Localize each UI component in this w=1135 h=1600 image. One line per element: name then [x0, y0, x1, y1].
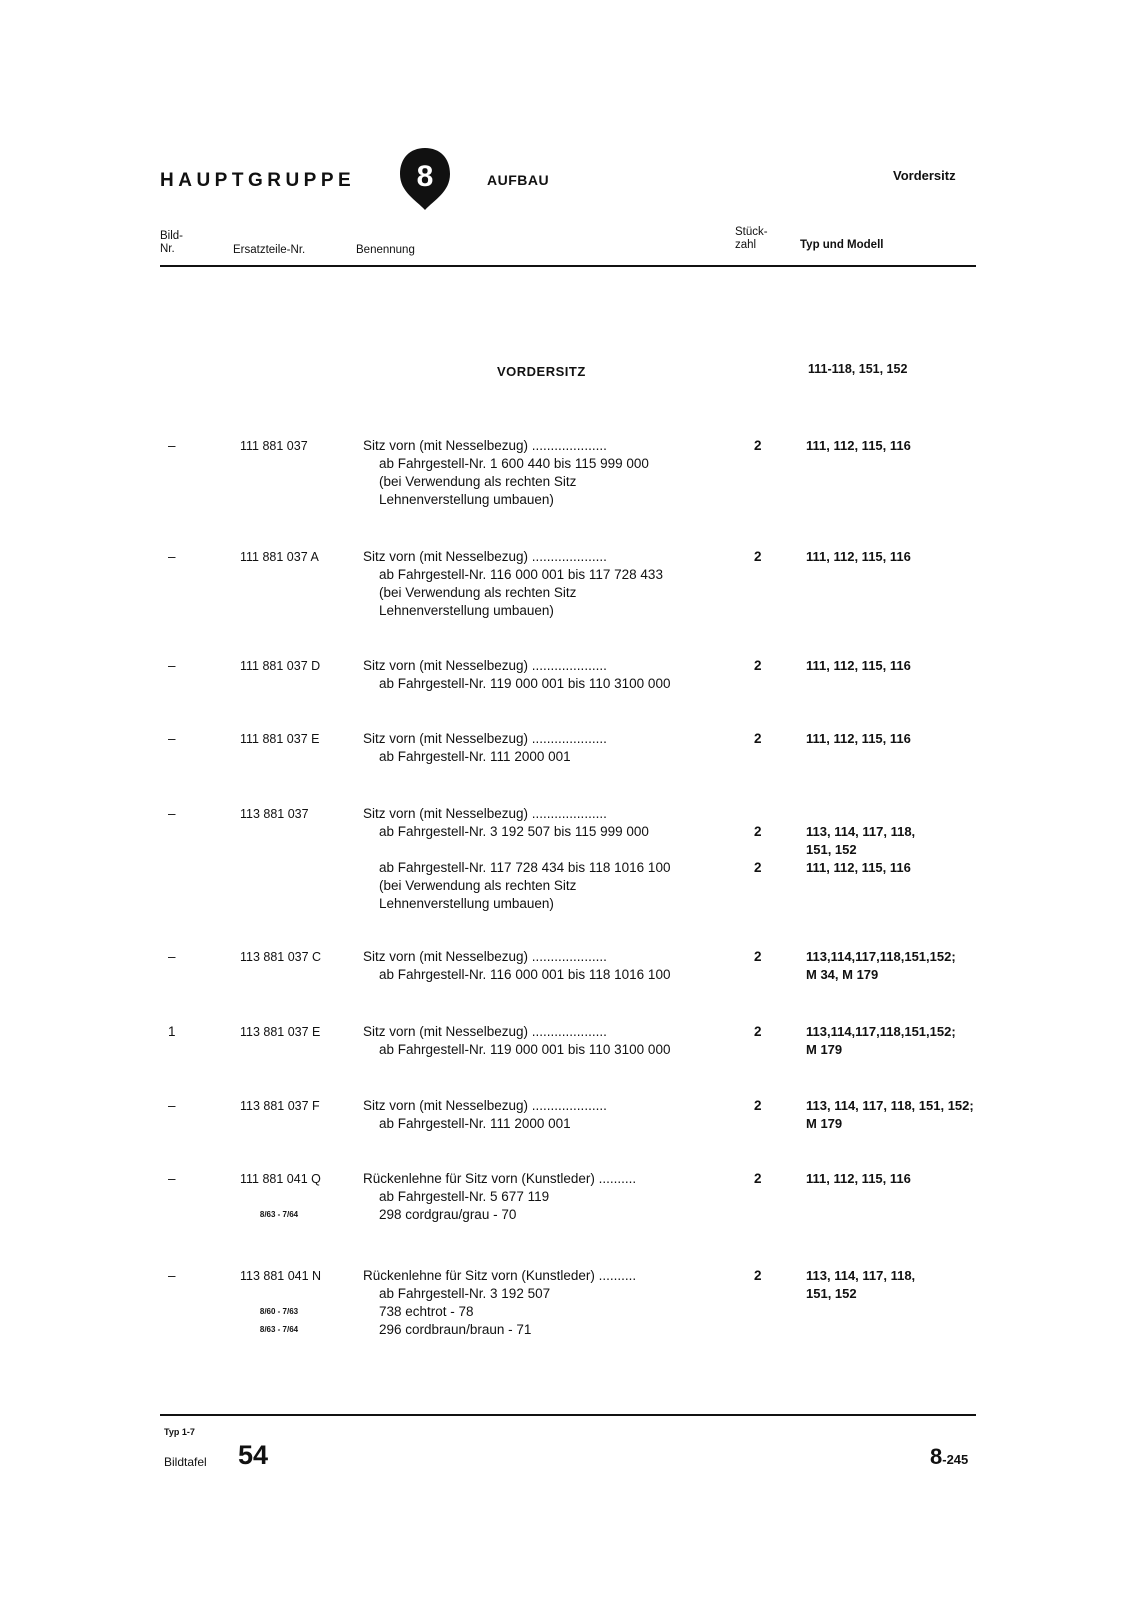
description-line: Lehnenverstellung umbauen) [379, 492, 554, 507]
quantity-value [754, 841, 762, 859]
part-number: 111 881 041 Q [240, 1172, 321, 1186]
part-number: 113 881 037 [240, 807, 309, 821]
type-model-line: M 34, M 179 [806, 967, 879, 982]
description [363, 1023, 670, 1059]
quantity-value: 2 [754, 549, 762, 564]
footer-typ: Typ 1-7 [164, 1427, 195, 1437]
col-bild-nr-line2: Nr. [160, 243, 175, 255]
quantity-value: 2 [754, 1024, 762, 1039]
part-number: 111 881 037 D [240, 659, 321, 673]
type-model-line: 111, 112, 115, 116 [806, 658, 911, 673]
description [363, 548, 663, 620]
section-types: 111-118, 151, 152 [808, 362, 908, 376]
description-line: Sitz vorn (mit Nesselbezug) .................... [363, 658, 607, 673]
col-typ-modell: Typ und Modell [800, 239, 884, 251]
type-model [806, 657, 911, 675]
date-range [240, 1188, 318, 1206]
col-bild-nr [160, 230, 183, 256]
description [363, 948, 670, 984]
type-model-line: 113, 114, 117, 118, 151, 152; [806, 1098, 974, 1113]
description [363, 1097, 607, 1133]
quantity [754, 548, 762, 566]
quantity-value: 2 [754, 1268, 762, 1283]
description-line: ab Fahrgestell-Nr. 119 000 001 bis 110 3100 000 [379, 1042, 671, 1057]
bildtafel-label: Bildtafel [164, 1455, 207, 1469]
quantity-value: 2 [754, 1098, 762, 1113]
bild-nr: – [168, 949, 176, 964]
type-model [806, 730, 911, 748]
description [363, 730, 607, 766]
description-line: 296 cordbraun/braun - 71 [379, 1322, 532, 1337]
description-line: Sitz vorn (mit Nesselbezug) .................... [363, 549, 607, 564]
date-range: 8/63 - 7/64 [259, 1210, 299, 1219]
topic-title: Vordersitz [893, 168, 956, 183]
description [363, 657, 670, 693]
hauptgruppe-label: HAUPTGRUPPE [160, 170, 356, 191]
bild-nr: – [168, 658, 176, 673]
date-range [240, 1170, 318, 1188]
description-line [363, 841, 670, 859]
bild-nr: – [168, 731, 176, 746]
quantity [754, 1097, 762, 1115]
quantity-value: 2 [754, 658, 762, 673]
col-stueckzahl-line2: zahl [735, 239, 757, 251]
group-badge-shape [400, 148, 450, 210]
part-number: 111 881 037 A [240, 550, 319, 564]
date-range-column [240, 1170, 318, 1224]
quantity [754, 948, 762, 966]
description-line: Rückenlehne für Sitz vorn (Kunstleder) .......... [363, 1171, 637, 1186]
bildtafel-number: 54 [238, 1440, 269, 1470]
type-model-line: 151, 152 [806, 1286, 857, 1301]
type-model-line: 151, 152 [806, 842, 857, 857]
bild-nr: – [168, 438, 176, 453]
date-range-column [240, 1267, 318, 1339]
type-model [806, 548, 911, 566]
quantity [754, 1170, 762, 1188]
col-bild-nr-line1: Bild- [160, 230, 184, 242]
type-model-line: 111, 112, 115, 116 [806, 1171, 911, 1186]
col-benennung: Benennung [356, 244, 415, 256]
description [363, 1170, 636, 1224]
quantity [754, 437, 762, 455]
quantity-value: 2 [754, 824, 762, 839]
col-stueckzahl-line1: Stück- [735, 226, 768, 238]
quantity-value [754, 805, 762, 823]
footer-rule [160, 1414, 976, 1416]
bild-nr: – [168, 1268, 176, 1283]
bild-nr: 1 [168, 1024, 176, 1039]
part-number: 113 881 037 E [240, 1025, 321, 1039]
description-line: ab Fahrgestell-Nr. 117 728 434 bis 118 1016 100 [379, 860, 671, 875]
description-line: ab Fahrgestell-Nr. 119 000 001 bis 110 3100 000 [379, 676, 671, 691]
type-model-line: M 179 [806, 1042, 843, 1057]
part-number: 113 881 037 C [240, 950, 322, 964]
page-number [930, 1444, 968, 1470]
col-ersatzteil-nr: Ersatzteile-Nr. [233, 244, 306, 256]
description-line: ab Fahrgestell-Nr. 116 000 001 bis 117 728 433 [379, 567, 663, 582]
quantity-value: 2 [754, 860, 762, 875]
description-line: Sitz vorn (mit Nesselbezug) .................... [363, 806, 607, 821]
quantity [754, 730, 762, 748]
page-main: 8 [930, 1444, 943, 1469]
description [363, 437, 649, 509]
quantity-value: 2 [754, 1171, 762, 1186]
bild-nr: – [168, 1171, 176, 1186]
description-line: ab Fahrgestell-Nr. 116 000 001 bis 118 1016 100 [379, 967, 671, 982]
col-stueckzahl [735, 226, 768, 252]
description-line: (bei Verwendung als rechten Sitz [379, 585, 577, 600]
description-line: (bei Verwendung als rechten Sitz [379, 878, 577, 893]
description-line: (bei Verwendung als rechten Sitz [379, 474, 577, 489]
type-model-line: 113,114,117,118,151,152; [806, 949, 956, 964]
description-line: ab Fahrgestell-Nr. 3 192 507 [379, 1286, 551, 1301]
description-line: Sitz vorn (mit Nesselbezug) .................... [363, 949, 607, 964]
type-model-line: 111, 112, 115, 116 [806, 549, 911, 564]
type-model [806, 948, 956, 984]
bild-nr: – [168, 1098, 176, 1113]
part-number: 111 881 037 E [240, 732, 320, 746]
type-model-line: 113,114,117,118,151,152; [806, 1024, 956, 1039]
description-line: ab Fahrgestell-Nr. 111 2000 001 [379, 749, 571, 764]
date-range: 8/63 - 7/64 [259, 1325, 299, 1334]
description-line: Sitz vorn (mit Nesselbezug) .................... [363, 1024, 607, 1039]
description-line: Sitz vorn (mit Nesselbezug) .................... [363, 731, 607, 746]
date-range: 8/60 - 7/63 [259, 1307, 299, 1316]
bild-nr: – [168, 549, 176, 564]
description-line: ab Fahrgestell-Nr. 3 192 507 bis 115 999 000 [379, 824, 649, 839]
type-model-line: 113, 114, 117, 118, [806, 824, 916, 839]
bild-nr: – [168, 806, 176, 821]
quantity-value: 2 [754, 438, 762, 453]
group-number: 8 [416, 160, 434, 193]
description [363, 1267, 636, 1339]
quantity [754, 1267, 762, 1285]
type-model [806, 1023, 956, 1059]
type-model [806, 805, 915, 877]
section-title: VORDERSITZ [497, 364, 586, 379]
type-model-line: M 179 [806, 1116, 843, 1131]
description-line: Sitz vorn (mit Nesselbezug) .................... [363, 438, 607, 453]
group-badge [400, 148, 450, 210]
type-model-line: 111, 112, 115, 116 [806, 438, 911, 453]
type-model-line [806, 805, 915, 823]
type-model-line: 111, 112, 115, 116 [806, 860, 911, 875]
type-model [806, 1267, 915, 1303]
header-rule [160, 265, 976, 267]
type-model [806, 437, 911, 455]
type-model [806, 1097, 974, 1133]
description [363, 805, 670, 913]
quantity-value: 2 [754, 731, 762, 746]
description-line: Lehnenverstellung umbauen) [379, 896, 554, 911]
description-line: Sitz vorn (mit Nesselbezug) .................... [363, 1098, 607, 1113]
description-line: ab Fahrgestell-Nr. 5 677 119 [379, 1189, 550, 1204]
type-model [806, 1170, 911, 1188]
date-range [240, 1285, 318, 1303]
quantity [754, 657, 762, 675]
part-number: 113 881 041 N [240, 1269, 322, 1283]
quantity [754, 1023, 762, 1041]
quantity [754, 805, 762, 877]
date-range [240, 1267, 318, 1285]
part-number: 113 881 037 F [240, 1099, 320, 1113]
type-model-line: 113, 114, 117, 118, [806, 1268, 916, 1283]
quantity-value: 2 [754, 949, 762, 964]
description-line: 738 echtrot - 78 [379, 1304, 474, 1319]
part-number: 111 881 037 [240, 439, 308, 453]
description-line: ab Fahrgestell-Nr. 1 600 440 bis 115 999 000 [379, 456, 649, 471]
type-model-line: 111, 112, 115, 116 [806, 731, 911, 746]
description-line: Lehnenverstellung umbauen) [379, 603, 554, 618]
page-sub: -245 [942, 1452, 969, 1467]
description-line: ab Fahrgestell-Nr. 111 2000 001 [379, 1116, 571, 1131]
group-name: AUFBAU [487, 172, 550, 188]
description-line: Rückenlehne für Sitz vorn (Kunstleder) .......... [363, 1268, 637, 1283]
description-line: 298 cordgrau/grau - 70 [379, 1207, 517, 1222]
